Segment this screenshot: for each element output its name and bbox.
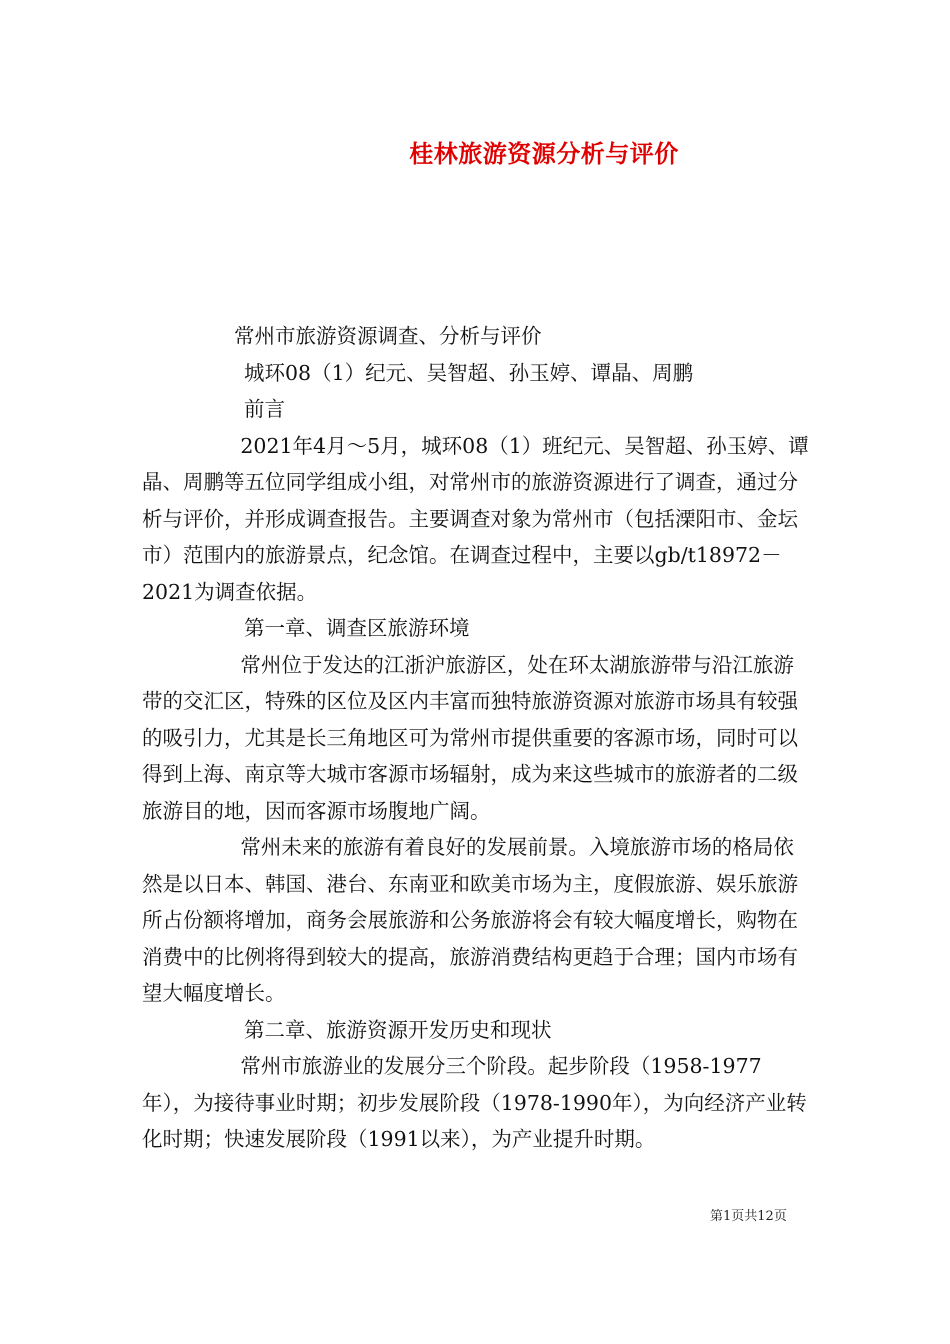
- preface-heading: 前言: [244, 397, 285, 421]
- chapter1-paragraph-1: 常州位于发达的江浙沪旅游区，处在环太湖旅游带与沿江旅游带的交汇区，特殊的区位及区内丰富而独特旅游资源对旅游市场具有较强的吸引力，尤其是长三角地区可为常州市提供重要的客源市场，同时可以得到上海、南京等大城市客源市场辐射，成为来这些城市的旅游者的二级旅游目的地，因而客源市场腹地广阔。: [142, 652, 798, 823]
- document-body: [142, 318, 812, 1158]
- page-number-footer: 第1页共12页: [710, 1209, 787, 1224]
- chapter2-heading: 第二章、旅游资源开发历史和现状: [244, 1017, 552, 1042]
- chapter2-paragraph-1: 常州市旅游业的发展分三个阶段。起步阶段（1958-1977年），为接待事业时期；初步发展阶段（1978-1990年），为向经济产业转化时期；快速发展阶段（1991以来），为产业提升时期。: [142, 1054, 807, 1151]
- page-title: 桂林旅游资源分析与评价: [409, 140, 679, 168]
- chapter1-paragraph-2: 常州未来的旅游有着良好的发展前景。入境旅游市场的格局依然是以日本、韩国、港台、东南亚和欧美市场为主，度假旅游、娱乐旅游所占份额将增加，商务会展旅游和公务旅游将会有较大幅度增长，购物在消费中的比例将得到较大的提高，旅游消费结构更趋于合理；国内市场有望大幅度增长。: [142, 835, 798, 1005]
- preface-paragraph: 2021年4月～5月，城环08（1）班纪元、吴智超、孙玉婷、谭晶、周鹏等五位同学组成小组，对常州市的旅游资源进行了调查，通过分析与评价，并形成调查报告。主要调查对象为常州市（包括溧阳市、金坛市）范围内的旅游景点，纪念馆。在调查过程中，主要以gb/t18972－2021为调查依据。: [142, 433, 809, 604]
- chapter1-heading: 第一章、调查区旅游环境: [244, 616, 470, 640]
- document-subtitle: 常州市旅游资源调查、分析与评价: [234, 324, 542, 348]
- authors-line: 城环08（1）纪元、吴智超、孙玉婷、谭晶、周鹏: [244, 360, 694, 385]
